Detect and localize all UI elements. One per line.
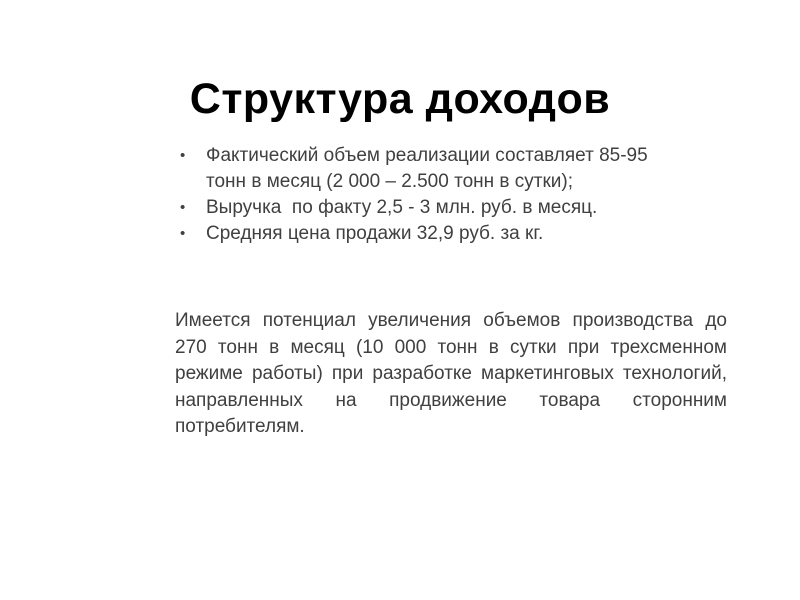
bullet-text-actual-volume: Фактический объем реализации составляет 85-95 тонн в месяц (2 000 – 2.500 тонн в сутки); bbox=[206, 145, 653, 192]
bullet-icon: • bbox=[180, 147, 186, 164]
bullet-list bbox=[180, 143, 692, 247]
slide-title: Структура доходов bbox=[189, 74, 611, 123]
list-item bbox=[180, 195, 692, 221]
potential-paragraph: Имеется потенциал увеличения объемов производства до 270 тонн в месяц (10 000 тонн в сутки при трехсменном режиме работы) при разработке маркетинговых технологий, направленных на продвижение товара сторонним потребителям. bbox=[175, 310, 727, 437]
bullet-text-average-price: Средняя цена продажи 32,9 руб. за кг. bbox=[206, 223, 544, 244]
list-item bbox=[180, 143, 692, 195]
bullet-text-revenue: Выручка по факту 2,5 - 3 млн. руб. в месяц. bbox=[206, 197, 598, 218]
list-item bbox=[180, 221, 692, 247]
bullet-icon: • bbox=[180, 199, 186, 216]
bullet-icon: • bbox=[180, 225, 186, 242]
